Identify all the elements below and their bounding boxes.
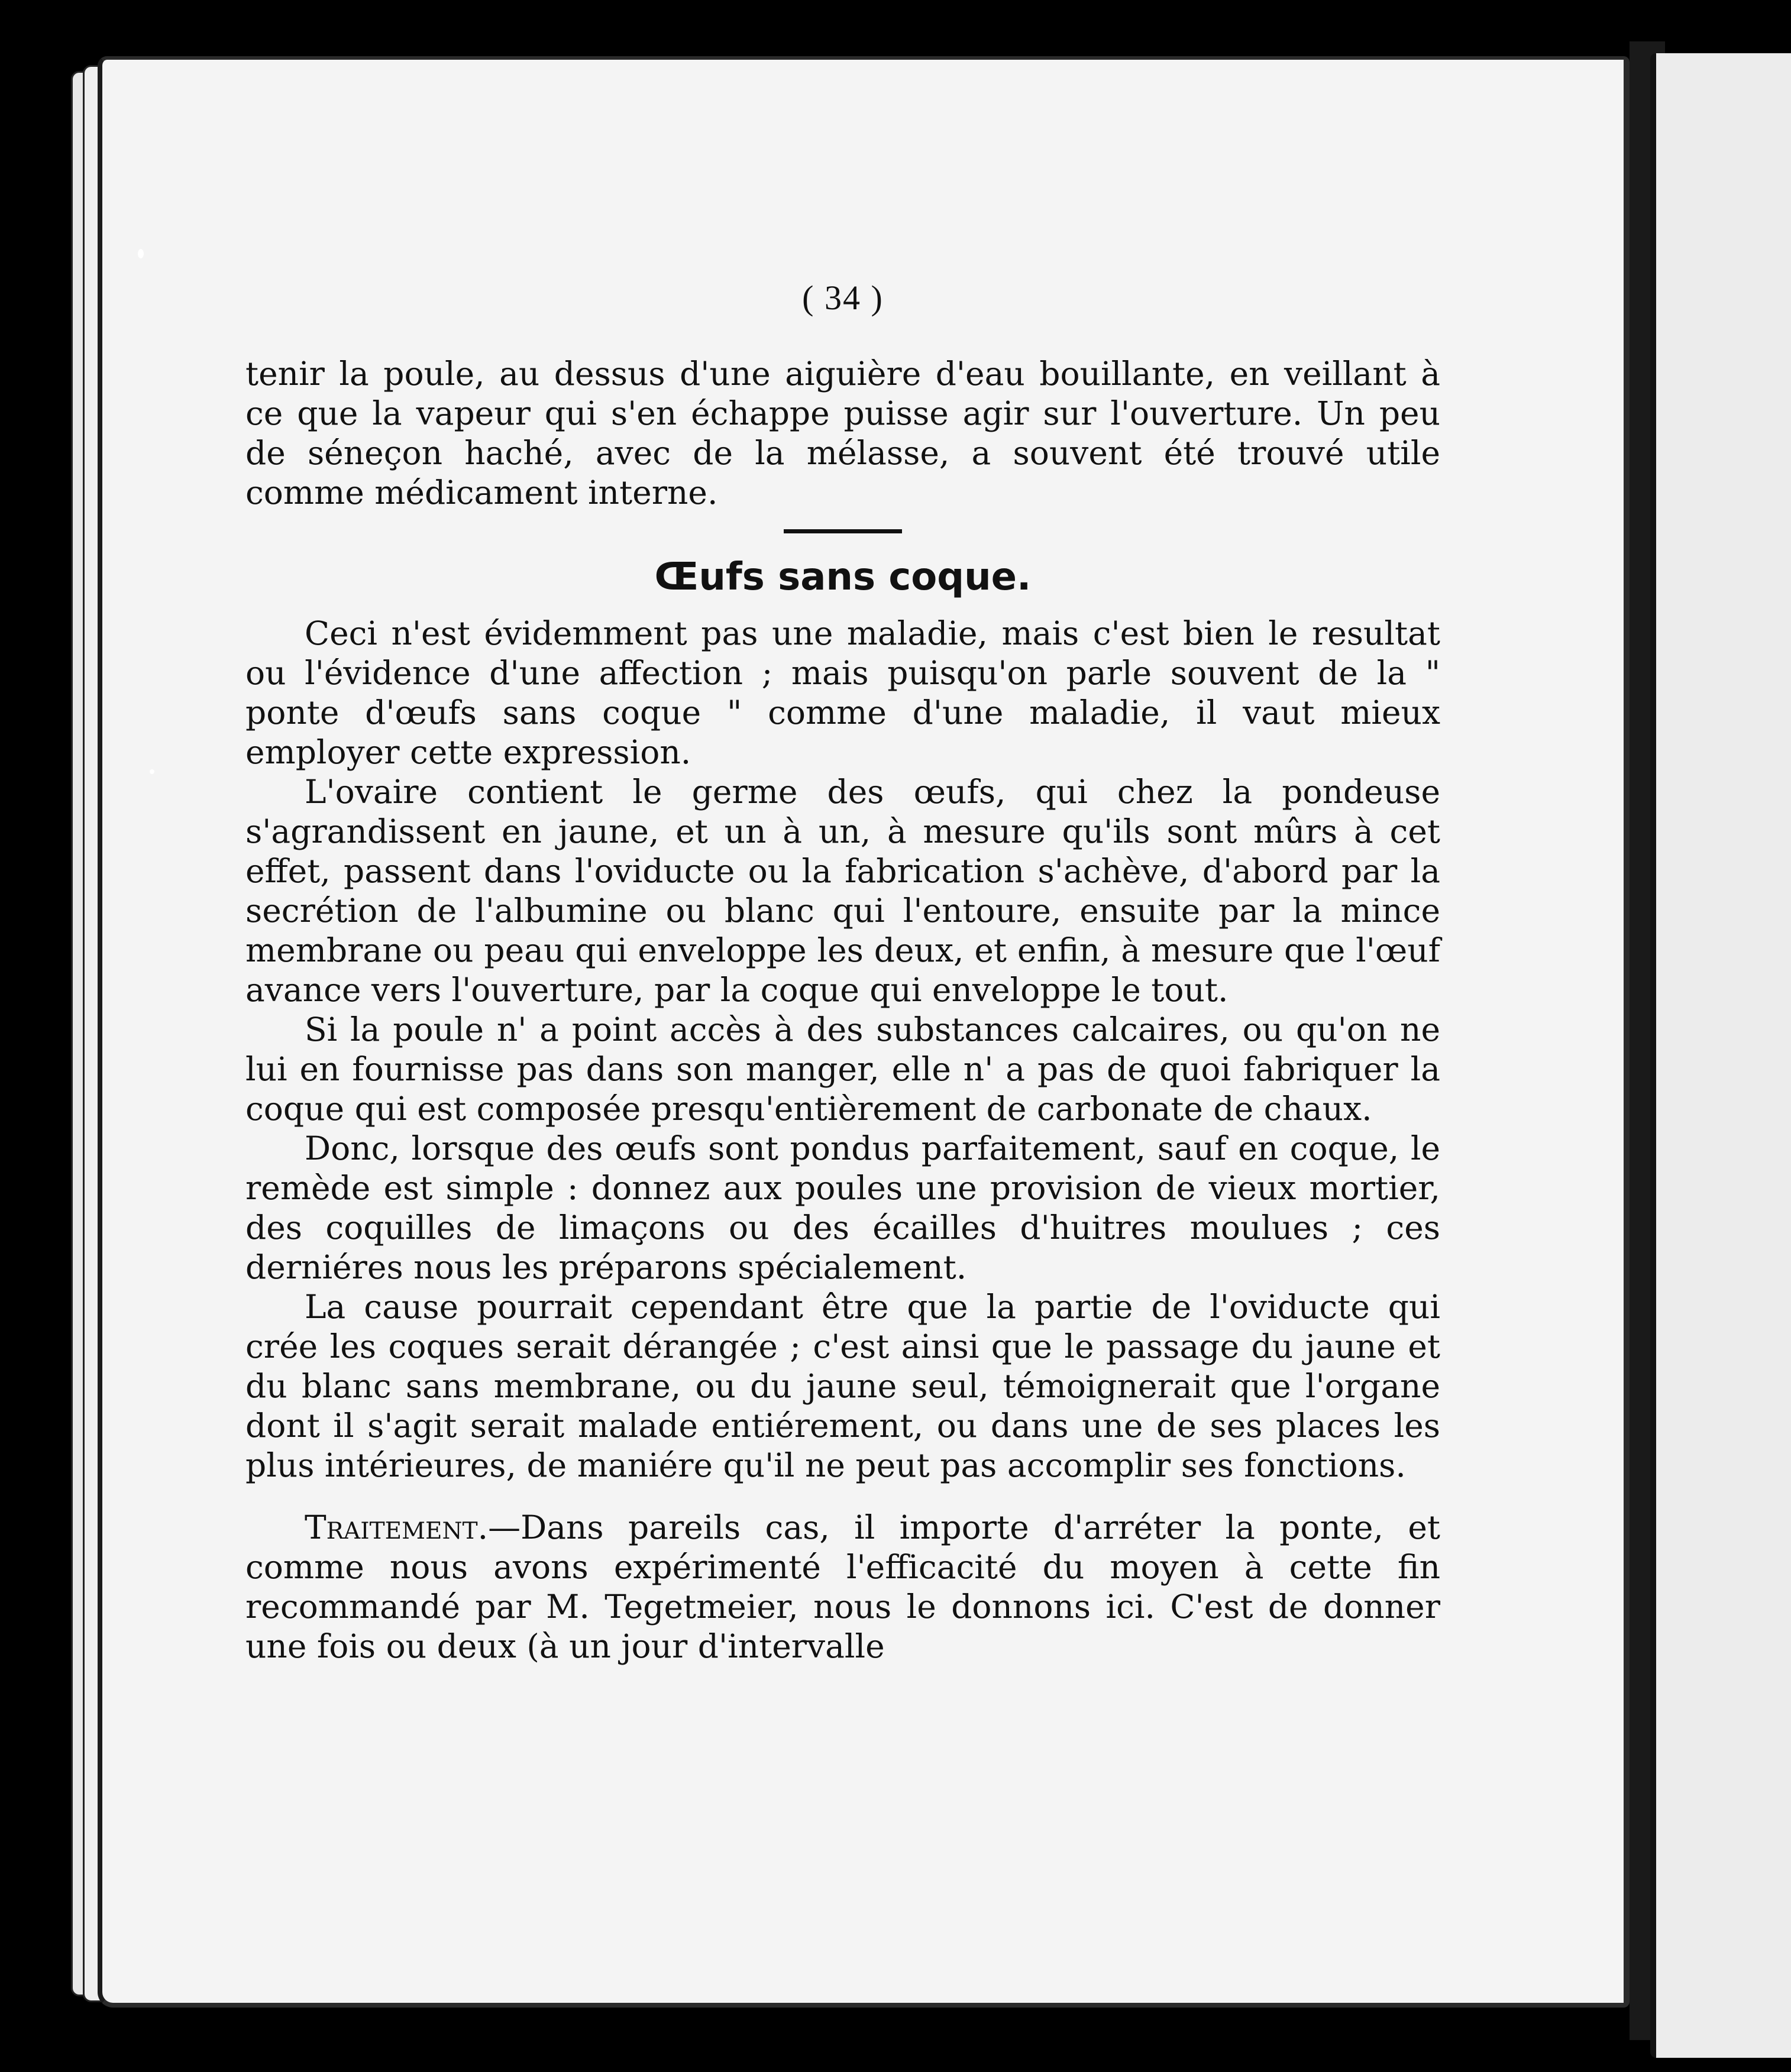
page-speck <box>138 249 144 258</box>
page-text-block <box>245 278 1440 1666</box>
continued-paragraph: tenir la poule, au dessus d'une aiguière d'eau bouillante, en veillant à ce que la vapeur qui s'en échappe puisse agir sur l'ouverture. Un peu de séneçon haché, avec de la mélasse, a souvent été trouvé utile comme médicament interne. <box>245 355 1440 511</box>
paragraph-4: Donc, lorsque des œufs sont pondus parfaitement, sauf en coque, le remède est simple : donnez aux poules une provision de vieux mortier, des coquilles de limaçons ou des écailles d'huitres moulues ; ces derniéres nous les préparons spécialement. <box>245 1129 1440 1286</box>
facing-page-edge <box>1650 53 1791 2058</box>
treatment-paragraph <box>245 1508 1440 1666</box>
page-speck <box>150 769 154 774</box>
section-title: Œufs sans coque. <box>654 555 1032 599</box>
paragraph-3: Si la poule n' a point accès à des substances calcaires, ou qu'on ne lui en fournisse pas dans son manger, elle n' a pas de quoi fabriquer la coque qui est composée presqu'entièrement de carbonate de chaux. <box>245 1011 1440 1128</box>
paragraph-1: Ceci n'est évidemment pas une maladie, mais c'est bien le resultat ou l'évidence d'une affection ; mais puisqu'on parle souvent de la " ponte d'œufs sans coque " comme d'une maladie, il vaut mieux employer cette expression. <box>245 614 1440 771</box>
section-divider <box>784 529 902 533</box>
treatment-text: —Dans pareils cas, il importe d'arréter la ponte, et comme nous avons expérimenté l'efficacité du moyen à cette fin recommandé par M. Tegetmeier, nous le donnons ici. C'est de donner une fois ou deux (à un jour d'intervalle <box>245 1508 1440 1665</box>
paragraph-2: L'ovaire contient le germe des œufs, qui chez la pondeuse s'agrandissent en jaune, et un à un, à mesure qu'ils sont mûrs à cet effet, passent dans l'oviducte ou la fabrication s'achève, d'abord par la secrétion de l'albumine ou blanc qui l'entoure, ensuite par la mince membrane ou peau qui enveloppe les deux, et enfin, à mesure que l'œuf avance vers l'ouverture, par la coque qui enveloppe le tout. <box>245 773 1440 1009</box>
page-number: ( 34 ) <box>802 279 884 317</box>
paragraph-5: La cause pourrait cependant être que la partie de l'oviducte qui crée les coques serait dérangée ; c'est ainsi que le passage du jaune et du blanc sans membrane, ou du jaune seul, témoignerait que l'organe dont il s'agit serait malade entiérement, ou dans une de ses places les plus intérieures, de maniére qu'il ne peut pas accomplir ses fonctions. <box>245 1288 1440 1484</box>
treatment-label: Traitement. <box>305 1508 489 1546</box>
